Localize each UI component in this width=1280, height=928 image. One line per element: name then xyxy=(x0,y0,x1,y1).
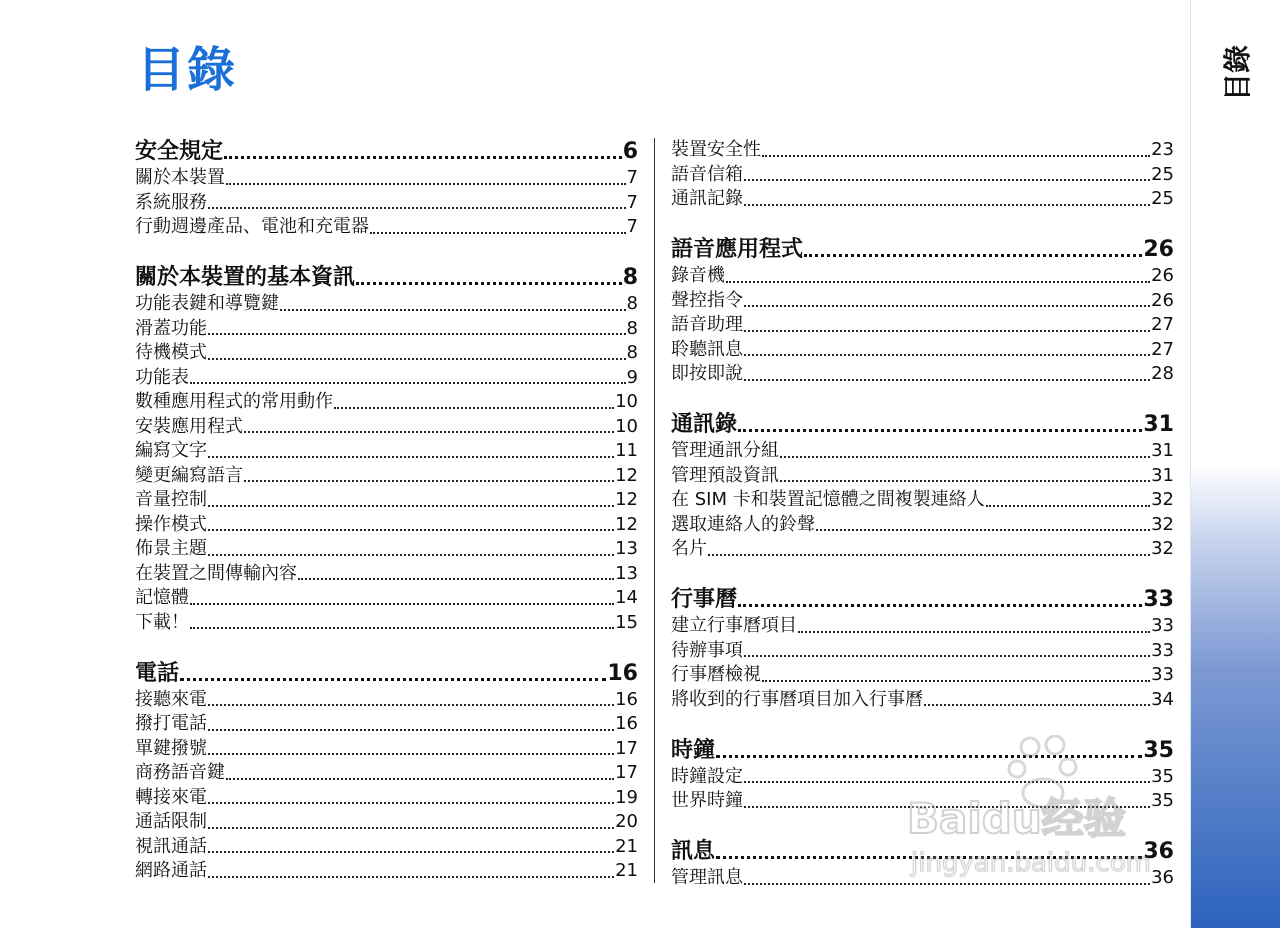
dot-leader xyxy=(708,554,1150,556)
toc-entry-page: 36 xyxy=(1151,867,1174,888)
column-divider xyxy=(654,138,655,883)
toc-entry-page: 32 xyxy=(1151,489,1174,510)
toc-heading-title: 關於本裝置的基本資訊 xyxy=(135,265,356,290)
toc-entry-title: 名片 xyxy=(671,538,707,559)
toc-entry-page: 32 xyxy=(1151,538,1174,559)
dot-leader xyxy=(208,529,614,531)
toc-entry[interactable] xyxy=(135,786,638,811)
toc-heading-title: 訊息 xyxy=(671,839,716,864)
dot-leader xyxy=(180,678,606,681)
toc-entry-title: 滑蓋功能 xyxy=(135,317,207,339)
toc-entry-page: 35 xyxy=(1151,790,1174,811)
toc-entry[interactable] xyxy=(135,859,638,884)
toc-section xyxy=(671,236,1174,387)
toc-heading-page: 31 xyxy=(1143,412,1174,437)
toc-entry-page: 35 xyxy=(1151,765,1174,787)
toc-entry-title: 數種應用程式的常用動作 xyxy=(135,391,333,412)
toc-section-heading[interactable] xyxy=(671,411,1174,439)
toc-heading-title: 行事曆 xyxy=(671,587,738,612)
toc-entry-page: 34 xyxy=(1151,688,1174,710)
dot-leader xyxy=(924,704,1150,706)
toc-entry-page: 9 xyxy=(626,366,638,388)
dot-leader xyxy=(744,655,1150,657)
toc-entry[interactable] xyxy=(135,537,638,562)
dot-leader xyxy=(208,729,614,731)
toc-entry-page: 10 xyxy=(615,415,638,437)
toc-entry-title: 系統服務 xyxy=(135,191,207,213)
watermark-url: jingyan.baidu.com xyxy=(911,848,1151,878)
toc-section-heading[interactable] xyxy=(135,138,638,166)
toc-section-heading[interactable] xyxy=(135,264,638,292)
dot-leader xyxy=(208,704,614,706)
toc-entry-title: 選取連絡人的鈴聲 xyxy=(671,513,815,535)
dot-leader xyxy=(208,876,614,878)
toc-entry-title: 待辦事項 xyxy=(671,639,743,661)
toc-entry-title: 功能表 xyxy=(135,366,189,388)
toc-entry-title: 單鍵撥號 xyxy=(135,737,207,759)
dot-leader xyxy=(208,827,614,829)
toc-heading-page: 16 xyxy=(607,660,638,686)
dot-leader xyxy=(280,309,626,311)
dot-leader xyxy=(744,883,1150,885)
toc-entry-title: 網路通話 xyxy=(135,860,207,881)
dot-leader xyxy=(716,755,1142,758)
toc-entry[interactable] xyxy=(135,737,638,762)
dot-leader xyxy=(804,254,1142,257)
dot-leader xyxy=(744,179,1150,181)
dot-leader xyxy=(744,781,1150,783)
toc-heading-page: 8 xyxy=(622,265,638,290)
toc-entry-title: 時鐘設定 xyxy=(671,765,743,787)
toc-entry-title: 待機模式 xyxy=(135,342,207,363)
toc-entry[interactable] xyxy=(671,488,1174,513)
toc-entry[interactable] xyxy=(135,439,638,464)
toc-entry[interactable] xyxy=(135,810,638,835)
dot-leader xyxy=(244,480,614,482)
dot-leader xyxy=(298,578,614,580)
toc-entry-title: 行動週邊產品、電池和充電器 xyxy=(135,216,369,237)
toc-entry[interactable] xyxy=(135,215,638,240)
toc-entry-page: 12 xyxy=(615,464,638,486)
toc-entry[interactable] xyxy=(671,163,1174,188)
toc-entry-title: 記憶體 xyxy=(135,587,189,608)
toc-entry[interactable] xyxy=(135,761,638,786)
toc-entry-page: 15 xyxy=(615,611,638,633)
toc-entry-title: 管理預設資訊 xyxy=(671,464,779,486)
dot-leader xyxy=(208,554,614,556)
toc-entry-title: 聆聽訊息 xyxy=(671,338,743,360)
toc-entry[interactable] xyxy=(135,712,638,737)
toc-entry[interactable] xyxy=(671,289,1174,314)
toc-section xyxy=(671,138,1174,212)
dot-leader xyxy=(798,631,1150,633)
toc-entry-title: 撥打電話 xyxy=(135,713,207,734)
side-tab-bar xyxy=(1190,0,1280,928)
toc-entry[interactable] xyxy=(671,537,1174,562)
toc-entry[interactable] xyxy=(135,317,638,342)
toc-entry[interactable] xyxy=(135,586,638,611)
dot-leader xyxy=(744,330,1150,332)
dot-leader xyxy=(190,603,614,605)
toc-entry-page: 27 xyxy=(1151,314,1174,335)
toc-section-heading[interactable] xyxy=(671,586,1174,614)
toc-entry-page: 25 xyxy=(1151,163,1174,185)
toc-entry-title: 語音助理 xyxy=(671,314,743,335)
toc-entry-title: 轉接來電 xyxy=(135,786,207,808)
toc-entry-page: 28 xyxy=(1151,363,1174,384)
toc-entry[interactable] xyxy=(135,292,638,317)
dot-leader xyxy=(244,431,614,433)
toc-entry-title: 行事曆檢視 xyxy=(671,664,761,685)
dot-leader xyxy=(356,282,622,285)
toc-entry-title: 在裝置之間傳輸內容 xyxy=(135,562,297,584)
toc-entry[interactable] xyxy=(135,341,638,366)
toc-entry[interactable] xyxy=(135,415,638,440)
toc-entry-page: 20 xyxy=(615,811,638,832)
toc-entry-page: 33 xyxy=(1151,615,1174,636)
toc-section-heading[interactable] xyxy=(671,838,1174,866)
toc-entry-title: 在 SIM 卡和裝置記憶體之間複製連絡人 xyxy=(671,489,985,510)
toc-entry-title: 變更編寫語言 xyxy=(135,464,243,486)
toc-entry-page: 25 xyxy=(1151,188,1174,209)
toc-entry[interactable] xyxy=(671,464,1174,489)
toc-entry[interactable] xyxy=(671,789,1174,814)
toc-entry[interactable] xyxy=(671,639,1174,664)
toc-heading-title: 安全規定 xyxy=(135,139,224,164)
toc-heading-title: 語音應用程式 xyxy=(671,237,804,262)
dot-leader xyxy=(744,305,1150,307)
toc-entry-page: 12 xyxy=(615,513,638,535)
dot-leader xyxy=(738,429,1142,432)
toc-entry-title: 聲控指令 xyxy=(671,289,743,311)
toc-entry[interactable] xyxy=(135,562,638,587)
toc-section xyxy=(135,138,638,240)
toc-entry-title: 視訊通話 xyxy=(135,835,207,857)
toc-entry[interactable] xyxy=(671,338,1174,363)
toc-entry-page: 33 xyxy=(1151,664,1174,685)
toc-entry-title: 關於本裝置 xyxy=(135,167,225,188)
dot-leader xyxy=(208,802,614,804)
toc-heading-page: 6 xyxy=(622,139,638,164)
dot-leader xyxy=(986,505,1150,507)
toc-entry[interactable] xyxy=(135,688,638,713)
toc-entry-page: 13 xyxy=(615,538,638,559)
toc-entry-title: 安裝應用程式 xyxy=(135,415,243,437)
dot-leader xyxy=(208,358,626,360)
dot-leader xyxy=(370,232,626,234)
dot-leader xyxy=(780,456,1150,458)
toc-entry-page: 33 xyxy=(1151,639,1174,661)
toc-entry[interactable] xyxy=(135,366,638,391)
toc-entry-title: 音量控制 xyxy=(135,489,207,510)
dot-leader xyxy=(744,204,1150,206)
dot-leader xyxy=(780,480,1150,482)
toc-entry-page: 17 xyxy=(615,762,638,783)
toc-entry-title: 接聽來電 xyxy=(135,688,207,710)
toc-heading-page: 33 xyxy=(1143,587,1174,612)
dot-leader xyxy=(226,778,614,780)
dot-leader xyxy=(208,851,614,853)
toc-entry-page: 8 xyxy=(626,293,638,314)
toc-entry-page: 21 xyxy=(615,860,638,881)
toc-section xyxy=(135,264,638,635)
toc-entry[interactable] xyxy=(135,611,638,636)
toc-entry-title: 功能表鍵和導覽鍵 xyxy=(135,293,279,314)
toc-heading-title: 時鐘 xyxy=(671,737,716,763)
dot-leader xyxy=(190,382,626,384)
toc-entry[interactable] xyxy=(671,866,1174,891)
dot-leader xyxy=(744,806,1150,808)
toc-entry[interactable] xyxy=(671,688,1174,713)
toc-heading-title: 通訊錄 xyxy=(671,412,738,437)
toc-entry-title: 裝置安全性 xyxy=(671,139,761,160)
toc-entry-title: 下載！ xyxy=(135,611,189,633)
toc-section xyxy=(671,411,1174,562)
toc-entry[interactable] xyxy=(135,390,638,415)
dot-leader xyxy=(208,207,626,209)
toc-entry-title: 即按即說 xyxy=(671,363,743,384)
side-tab-label xyxy=(1216,42,1256,104)
toc-entry-page: 26 xyxy=(1151,289,1174,311)
toc-entry-page: 14 xyxy=(615,587,638,608)
toc-entry-page: 7 xyxy=(626,216,638,237)
dot-leader xyxy=(208,456,614,458)
toc-entry[interactable] xyxy=(135,191,638,216)
toc-entry-title: 商務語音鍵 xyxy=(135,762,225,783)
toc-section xyxy=(671,737,1174,814)
dot-leader xyxy=(208,753,614,755)
toc-entry[interactable] xyxy=(671,138,1174,163)
dot-leader xyxy=(334,407,614,409)
dot-leader xyxy=(744,379,1150,381)
toc-entry-page: 12 xyxy=(615,489,638,510)
toc-heading-page: 35 xyxy=(1143,737,1174,763)
toc-entry-title: 世界時鐘 xyxy=(671,790,743,811)
dot-leader xyxy=(208,505,614,507)
toc-entry-title: 佈景主題 xyxy=(135,538,207,559)
toc-entry[interactable] xyxy=(671,313,1174,338)
toc-section-heading[interactable] xyxy=(135,660,638,688)
toc-entry-title: 管理通訊分組 xyxy=(671,440,779,461)
toc-entry-page: 10 xyxy=(615,391,638,412)
side-tab-label-text: 目錄 xyxy=(1221,44,1255,102)
dot-leader xyxy=(716,856,1142,859)
toc-entry-page: 21 xyxy=(615,835,638,857)
toc-entry[interactable] xyxy=(671,614,1174,639)
dot-leader xyxy=(224,156,622,159)
toc-entry-page: 11 xyxy=(615,440,638,461)
dot-leader xyxy=(762,680,1150,682)
toc-entry[interactable] xyxy=(671,663,1174,688)
toc-section-heading[interactable] xyxy=(671,737,1174,765)
toc-section xyxy=(135,660,638,884)
toc-entry-title: 通話限制 xyxy=(135,811,207,832)
toc-entry-title: 通訊記錄 xyxy=(671,188,743,209)
dot-leader xyxy=(208,333,626,335)
toc-entry-title: 操作模式 xyxy=(135,513,207,535)
toc-right-column xyxy=(671,138,1174,915)
page-title: 目錄 xyxy=(137,42,238,98)
toc-entry-page: 7 xyxy=(626,191,638,213)
dot-leader xyxy=(744,354,1150,356)
toc-entry-page: 8 xyxy=(626,317,638,339)
toc-heading-page: 26 xyxy=(1143,237,1174,262)
toc-entry[interactable] xyxy=(671,187,1174,212)
dot-leader xyxy=(816,529,1150,531)
toc-entry[interactable] xyxy=(671,362,1174,387)
toc-entry-page: 8 xyxy=(626,342,638,363)
toc-section-heading[interactable] xyxy=(671,236,1174,264)
toc-entry-page: 17 xyxy=(615,737,638,759)
toc-entry-title: 語音信箱 xyxy=(671,163,743,185)
dot-leader xyxy=(190,627,614,629)
toc-entry[interactable] xyxy=(671,439,1174,464)
toc-entry-page: 16 xyxy=(615,688,638,710)
toc-entry-page: 13 xyxy=(615,562,638,584)
toc-entry-page: 16 xyxy=(615,713,638,734)
toc-entry[interactable] xyxy=(135,464,638,489)
toc-entry[interactable] xyxy=(671,765,1174,790)
toc-entry[interactable] xyxy=(671,264,1174,289)
toc-left-column xyxy=(135,138,638,908)
dot-leader xyxy=(226,183,626,185)
toc-entry-title: 建立行事曆項目 xyxy=(671,615,797,636)
toc-entry[interactable] xyxy=(135,166,638,191)
toc-entry-title: 錄音機 xyxy=(671,265,725,286)
watermark-brand: Baidu经验 xyxy=(907,794,1126,843)
toc-entry[interactable] xyxy=(135,835,638,860)
toc-entry[interactable] xyxy=(135,513,638,538)
toc-entry[interactable] xyxy=(671,513,1174,538)
dot-leader xyxy=(726,281,1150,283)
toc-entry-title: 將收到的行事曆項目加入行事曆 xyxy=(671,688,923,710)
dot-leader xyxy=(762,155,1150,157)
toc-entry-page: 31 xyxy=(1151,464,1174,486)
toc-entry-page: 7 xyxy=(626,167,638,188)
toc-entry-page: 19 xyxy=(615,786,638,808)
toc-section xyxy=(671,838,1174,891)
toc-entry-title: 編寫文字 xyxy=(135,440,207,461)
toc-entry[interactable] xyxy=(135,488,638,513)
dot-leader xyxy=(738,604,1142,607)
toc-entry-title: 管理訊息 xyxy=(671,867,743,888)
toc-entry-page: 23 xyxy=(1151,139,1174,160)
toc-section xyxy=(671,586,1174,712)
toc-heading-title: 電話 xyxy=(135,660,180,686)
toc-entry-page: 32 xyxy=(1151,513,1174,535)
toc-entry-page: 26 xyxy=(1151,265,1174,286)
toc-entry-page: 27 xyxy=(1151,338,1174,360)
toc-heading-page: 36 xyxy=(1143,839,1174,864)
toc-entry-page: 31 xyxy=(1151,440,1174,461)
